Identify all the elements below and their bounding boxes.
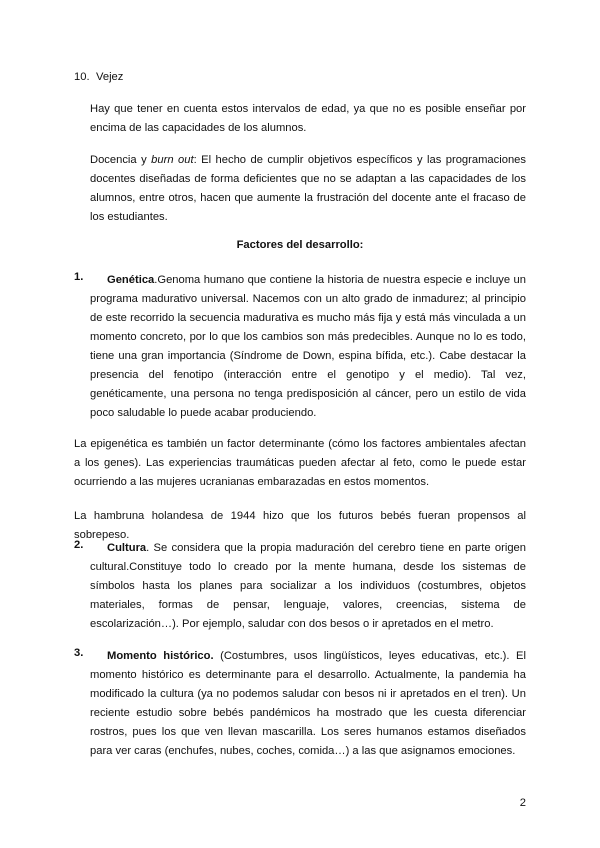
factor-genetica-paragraph: [90, 271, 526, 423]
docencia-paragraph: [90, 151, 526, 227]
list-item-number: 10.: [74, 71, 90, 83]
docencia-lead: Docencia y: [90, 154, 152, 166]
factor-number: 2.: [74, 539, 84, 551]
factor-cultura-text: . Se considera que la propia maduración del cerebro tiene en parte origen cultural.Constituye todo lo creado por la mente humana, desde los sistemas de símbolos hasta los planes para socializar a los individuos (costumbres, objetos materiales, formas de pensar, lenguaje, valores, creencias, sistema de escolarización…). Por ejemplo, saludar con dos besos o ir apretados en el metro.: [90, 542, 526, 630]
factor-cultura-paragraph: [90, 539, 526, 634]
factor-genetica-text: .Genoma humano que contiene la historia de nuestra especie e incluye un programa madurativo universal. Nacemos con un alto grado de inmadurez; al principio de este recorrido la secuencia madurativa es mucho más fija y está más vinculada a un momento concreto, por lo que los cambios son más predecibles. Aunque no lo es todo, tiene una gran importancia (Síndrome de Down, espina bífida, etc.). Cabe destacar la presencia del fenotipo (interacción entre el genotipo y el medio). Tal vez, genéticamente, una persona no tenga predisposición al cáncer, pero un estilo de vida poco saludable lo puede acabar produciendo.: [90, 274, 526, 419]
factor-momento-paragraph: [90, 647, 526, 761]
factor-cultura-title: Cultura: [107, 542, 147, 554]
burn-out-term: burn out: [151, 154, 194, 166]
factor-number: 1.: [74, 271, 84, 283]
intro-paragraph: Hay que tener en cuenta estos intervalos de edad, ya que no es posible enseñar por encima de las capacidades de los alumnos.: [90, 103, 526, 134]
factor-momento-text: (Costumbres, usos lingüísticos, leyes educativas, etc.). El momento histórico es determinante para el desarrollo. Actualmente, la pandemia ha modificado la cultura (ya no podemos saludar con besos ni ir apretados en el tren). Un reciente estudio sobre bebés pandémicos ha mostrado que les cuesta diferenciar rostros, pues los que ven llevan mascarilla. Los seres humanos estamos diseñados para ver caras (enchufes, nubes, coches, comida…) a las que asignamos emociones.: [90, 650, 526, 757]
page-number: 2: [519, 797, 526, 809]
list-item-label: Vejez: [96, 71, 124, 83]
section-heading: Factores del desarrollo:: [236, 239, 364, 251]
hambruna-paragraph: La hambruna holandesa de 1944 hizo que los futuros bebés fueran propensos al sobrepeso.: [74, 510, 526, 541]
docencia-text: : El hecho de cumplir objetivos específicos y las programaciones docentes diseñadas de forma deficientes que no se adaptan a las capacidades de los alumnos, entre otros, hacen que aumente la frustración del docente ante el fracaso de los estudiantes.: [90, 154, 526, 223]
factor-number: 3.: [74, 647, 84, 659]
epigenetica-paragraph: La epigenética es también un factor determinante (cómo los factores ambientales afectan a los genes). Las experiencias traumáticas pueden afectar al feto, como le puede estar ocurriendo a las mujeres ucranianas embarazadas en estos momentos.: [74, 438, 526, 488]
factor-momento-title: Momento histórico.: [107, 650, 214, 662]
factor-genetica-title: Genética: [107, 274, 155, 286]
